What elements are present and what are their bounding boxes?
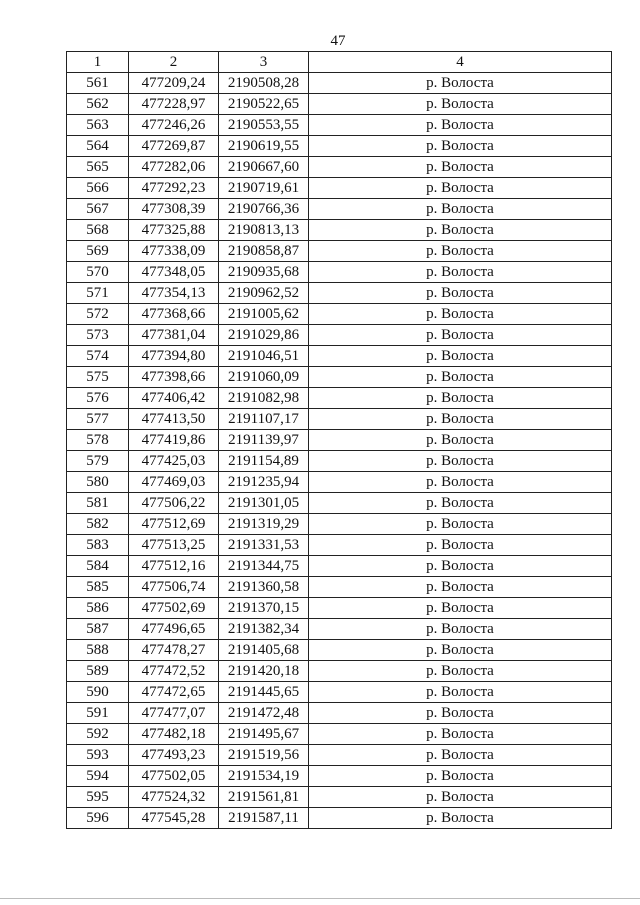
description-cell: р. Волоста (309, 640, 612, 661)
y-coordinate-cell: 2191370,15 (219, 598, 309, 619)
x-coordinate-cell: 477394,80 (129, 346, 219, 367)
point-number-cell: 574 (67, 346, 129, 367)
point-number-cell: 580 (67, 472, 129, 493)
table-row (67, 199, 612, 220)
description-cell: р. Волоста (309, 661, 612, 682)
y-coordinate-cell: 2190719,61 (219, 178, 309, 199)
point-number-cell: 582 (67, 514, 129, 535)
y-coordinate-cell: 2191319,29 (219, 514, 309, 535)
point-number-cell: 568 (67, 220, 129, 241)
description-cell: р. Волоста (309, 514, 612, 535)
description-cell: р. Волоста (309, 136, 612, 157)
table-row (67, 493, 612, 514)
table-row (67, 283, 612, 304)
y-coordinate-cell: 2191561,81 (219, 787, 309, 808)
y-coordinate-cell: 2191587,11 (219, 808, 309, 829)
description-cell: р. Волоста (309, 556, 612, 577)
x-coordinate-cell: 477368,66 (129, 304, 219, 325)
y-coordinate-cell: 2190766,36 (219, 199, 309, 220)
coordinates-table (66, 51, 612, 829)
description-cell: р. Волоста (309, 724, 612, 745)
column-header-4: 4 (309, 52, 612, 73)
description-cell: р. Волоста (309, 178, 612, 199)
table-row (67, 514, 612, 535)
table-row (67, 136, 612, 157)
point-number-cell: 577 (67, 409, 129, 430)
x-coordinate-cell: 477325,88 (129, 220, 219, 241)
description-cell: р. Волоста (309, 682, 612, 703)
point-number-cell: 567 (67, 199, 129, 220)
y-coordinate-cell: 2191029,86 (219, 325, 309, 346)
description-cell: р. Волоста (309, 619, 612, 640)
table-row (67, 640, 612, 661)
table-row (67, 178, 612, 199)
description-cell: р. Волоста (309, 535, 612, 556)
point-number-cell: 578 (67, 430, 129, 451)
point-number-cell: 596 (67, 808, 129, 829)
y-coordinate-cell: 2190813,13 (219, 220, 309, 241)
description-cell: р. Волоста (309, 283, 612, 304)
description-cell: р. Волоста (309, 199, 612, 220)
table-row (67, 682, 612, 703)
table-row (67, 598, 612, 619)
x-coordinate-cell: 477502,69 (129, 598, 219, 619)
y-coordinate-cell: 2191420,18 (219, 661, 309, 682)
table-row (67, 787, 612, 808)
description-cell: р. Волоста (309, 346, 612, 367)
point-number-cell: 581 (67, 493, 129, 514)
x-coordinate-cell: 477472,52 (129, 661, 219, 682)
x-coordinate-cell: 477348,05 (129, 262, 219, 283)
description-cell: р. Волоста (309, 451, 612, 472)
x-coordinate-cell: 477413,50 (129, 409, 219, 430)
description-cell: р. Волоста (309, 325, 612, 346)
point-number-cell: 595 (67, 787, 129, 808)
table-row (67, 556, 612, 577)
description-cell: р. Волоста (309, 241, 612, 262)
x-coordinate-cell: 477425,03 (129, 451, 219, 472)
y-coordinate-cell: 2191301,05 (219, 493, 309, 514)
table-row (67, 766, 612, 787)
description-cell: р. Волоста (309, 745, 612, 766)
x-coordinate-cell: 477506,22 (129, 493, 219, 514)
point-number-cell: 589 (67, 661, 129, 682)
y-coordinate-cell: 2191344,75 (219, 556, 309, 577)
x-coordinate-cell: 477308,39 (129, 199, 219, 220)
table-row (67, 745, 612, 766)
column-header-1: 1 (67, 52, 129, 73)
table-row (67, 346, 612, 367)
y-coordinate-cell: 2191154,89 (219, 451, 309, 472)
description-cell: р. Волоста (309, 430, 612, 451)
y-coordinate-cell: 2191005,62 (219, 304, 309, 325)
table-row (67, 241, 612, 262)
point-number-cell: 566 (67, 178, 129, 199)
x-coordinate-cell: 477502,05 (129, 766, 219, 787)
y-coordinate-cell: 2191495,67 (219, 724, 309, 745)
description-cell: р. Волоста (309, 115, 612, 136)
header-row (67, 52, 612, 73)
column-header-3: 3 (219, 52, 309, 73)
y-coordinate-cell: 2191331,53 (219, 535, 309, 556)
x-coordinate-cell: 477496,65 (129, 619, 219, 640)
description-cell: р. Волоста (309, 220, 612, 241)
description-cell: р. Волоста (309, 787, 612, 808)
table-row (67, 367, 612, 388)
point-number-cell: 569 (67, 241, 129, 262)
x-coordinate-cell: 477506,74 (129, 577, 219, 598)
y-coordinate-cell: 2191060,09 (219, 367, 309, 388)
x-coordinate-cell: 477406,42 (129, 388, 219, 409)
x-coordinate-cell: 477545,28 (129, 808, 219, 829)
y-coordinate-cell: 2191405,68 (219, 640, 309, 661)
y-coordinate-cell: 2191519,56 (219, 745, 309, 766)
x-coordinate-cell: 477493,23 (129, 745, 219, 766)
description-cell: р. Волоста (309, 157, 612, 178)
y-coordinate-cell: 2191382,34 (219, 619, 309, 640)
description-cell: р. Волоста (309, 493, 612, 514)
x-coordinate-cell: 477469,03 (129, 472, 219, 493)
point-number-cell: 579 (67, 451, 129, 472)
point-number-cell: 585 (67, 577, 129, 598)
x-coordinate-cell: 477477,07 (129, 703, 219, 724)
description-cell: р. Волоста (309, 367, 612, 388)
y-coordinate-cell: 2191445,65 (219, 682, 309, 703)
point-number-cell: 576 (67, 388, 129, 409)
column-header-2: 2 (129, 52, 219, 73)
y-coordinate-cell: 2190962,52 (219, 283, 309, 304)
table-row (67, 157, 612, 178)
table-row (67, 535, 612, 556)
x-coordinate-cell: 477292,23 (129, 178, 219, 199)
description-cell: р. Волоста (309, 73, 612, 94)
y-coordinate-cell: 2191472,48 (219, 703, 309, 724)
point-number-cell: 594 (67, 766, 129, 787)
point-number-cell: 592 (67, 724, 129, 745)
x-coordinate-cell: 477381,04 (129, 325, 219, 346)
point-number-cell: 593 (67, 745, 129, 766)
y-coordinate-cell: 2191107,17 (219, 409, 309, 430)
point-number-cell: 591 (67, 703, 129, 724)
y-coordinate-cell: 2190553,55 (219, 115, 309, 136)
x-coordinate-cell: 477338,09 (129, 241, 219, 262)
description-cell: р. Волоста (309, 703, 612, 724)
y-coordinate-cell: 2191534,19 (219, 766, 309, 787)
table-row (67, 304, 612, 325)
description-cell: р. Волоста (309, 388, 612, 409)
table-row (67, 808, 612, 829)
point-number-cell: 584 (67, 556, 129, 577)
table-row (67, 451, 612, 472)
y-coordinate-cell: 2190667,60 (219, 157, 309, 178)
y-coordinate-cell: 2190858,87 (219, 241, 309, 262)
y-coordinate-cell: 2191082,98 (219, 388, 309, 409)
table-row (67, 430, 612, 451)
x-coordinate-cell: 477512,16 (129, 556, 219, 577)
point-number-cell: 575 (67, 367, 129, 388)
table-row (67, 472, 612, 493)
table-row (67, 577, 612, 598)
description-cell: р. Волоста (309, 577, 612, 598)
point-number-cell: 573 (67, 325, 129, 346)
point-number-cell: 562 (67, 94, 129, 115)
table-row (67, 619, 612, 640)
x-coordinate-cell: 477478,27 (129, 640, 219, 661)
point-number-cell: 588 (67, 640, 129, 661)
table-row (67, 661, 612, 682)
x-coordinate-cell: 477228,97 (129, 94, 219, 115)
table-body (67, 73, 612, 829)
table-row (67, 703, 612, 724)
table-row (67, 409, 612, 430)
point-number-cell: 590 (67, 682, 129, 703)
y-coordinate-cell: 2190522,65 (219, 94, 309, 115)
point-number-cell: 583 (67, 535, 129, 556)
x-coordinate-cell: 477398,66 (129, 367, 219, 388)
point-number-cell: 587 (67, 619, 129, 640)
description-cell: р. Волоста (309, 262, 612, 283)
page-number: 47 (330, 33, 346, 49)
y-coordinate-cell: 2190619,55 (219, 136, 309, 157)
y-coordinate-cell: 2191046,51 (219, 346, 309, 367)
table-row (67, 325, 612, 346)
y-coordinate-cell: 2191235,94 (219, 472, 309, 493)
table-row (67, 262, 612, 283)
point-number-cell: 586 (67, 598, 129, 619)
point-number-cell: 572 (67, 304, 129, 325)
y-coordinate-cell: 2190935,68 (219, 262, 309, 283)
table-row (67, 115, 612, 136)
description-cell: р. Волоста (309, 409, 612, 430)
x-coordinate-cell: 477482,18 (129, 724, 219, 745)
description-cell: р. Волоста (309, 598, 612, 619)
x-coordinate-cell: 477246,26 (129, 115, 219, 136)
table-row (67, 220, 612, 241)
description-cell: р. Волоста (309, 94, 612, 115)
page-bottom-edge (0, 898, 640, 899)
x-coordinate-cell: 477512,69 (129, 514, 219, 535)
description-cell: р. Волоста (309, 304, 612, 325)
x-coordinate-cell: 477524,32 (129, 787, 219, 808)
y-coordinate-cell: 2191360,58 (219, 577, 309, 598)
x-coordinate-cell: 477419,86 (129, 430, 219, 451)
table-row (67, 388, 612, 409)
x-coordinate-cell: 477354,13 (129, 283, 219, 304)
x-coordinate-cell: 477472,65 (129, 682, 219, 703)
x-coordinate-cell: 477269,87 (129, 136, 219, 157)
table-header (67, 52, 612, 73)
description-cell: р. Волоста (309, 766, 612, 787)
table-row (67, 724, 612, 745)
point-number-cell: 565 (67, 157, 129, 178)
point-number-cell: 561 (67, 73, 129, 94)
y-coordinate-cell: 2191139,97 (219, 430, 309, 451)
x-coordinate-cell: 477513,25 (129, 535, 219, 556)
point-number-cell: 564 (67, 136, 129, 157)
table-row (67, 94, 612, 115)
point-number-cell: 563 (67, 115, 129, 136)
description-cell: р. Волоста (309, 472, 612, 493)
point-number-cell: 570 (67, 262, 129, 283)
description-cell: р. Волоста (309, 808, 612, 829)
x-coordinate-cell: 477282,06 (129, 157, 219, 178)
y-coordinate-cell: 2190508,28 (219, 73, 309, 94)
x-coordinate-cell: 477209,24 (129, 73, 219, 94)
point-number-cell: 571 (67, 283, 129, 304)
table-row (67, 73, 612, 94)
